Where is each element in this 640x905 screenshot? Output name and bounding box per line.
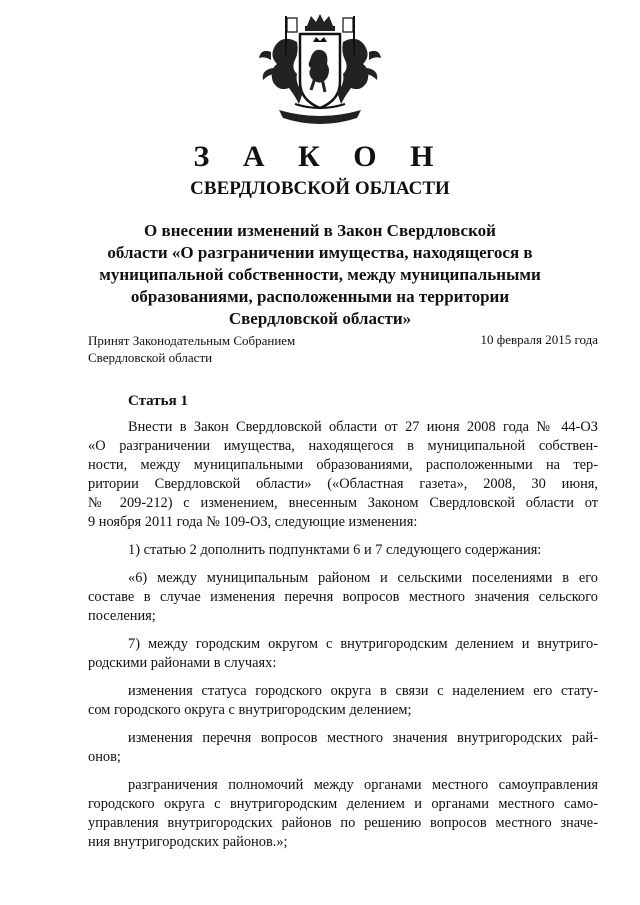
text-line: сом городского округа с внутригородским делением; <box>88 702 412 718</box>
text-line: ния внутригородских районов.»; <box>88 834 288 850</box>
adoption-date: 10 февраля 2015 года <box>480 332 598 347</box>
text-line: поселения; <box>88 608 156 624</box>
law-name-line: муниципальной собственности, между муниципальными <box>99 265 541 284</box>
text-line: Внести в Закон Свердловской области от 27 июня 2008 года № 44-ОЗ <box>128 419 598 435</box>
law-name-line: области «О разграничении имущества, находящегося в <box>107 243 533 262</box>
coat-of-arms-emblem <box>255 12 385 132</box>
law-name-line: О внесении изменений в Закон Свердловской <box>144 221 496 240</box>
document-subtitle: СВЕРДЛОВСКОЙ ОБЛАСТИ <box>190 178 450 199</box>
text-line: управления внутригородских районов по решению вопросов местного значе- <box>88 815 598 831</box>
adoption-body <box>88 332 295 366</box>
article-heading: Статья 1 <box>128 393 188 409</box>
text-line: 7) между городским округом с внутригородским делением и внутриго- <box>128 636 598 652</box>
text-line: онов; <box>88 749 121 765</box>
text-line: родскими районами в случаях: <box>88 655 277 671</box>
paragraph <box>88 418 598 532</box>
text-line: изменения перечня вопросов местного значения внутригородских рай- <box>128 730 598 746</box>
document-title: З А К О Н <box>193 140 447 173</box>
text-line: разграничения полномочий между органами местного самоуправления <box>128 777 598 793</box>
law-name-line: образованиями, расположенными на территории <box>130 287 510 306</box>
paragraph <box>88 635 598 673</box>
text-line: № 209-212) с изменением, внесенным Законом Свердловской области от <box>88 495 598 511</box>
adoption-line: Свердловской области <box>88 350 213 365</box>
paragraph <box>88 776 598 852</box>
article-body <box>88 418 598 852</box>
paragraph <box>88 729 598 767</box>
paragraph <box>88 569 598 626</box>
law-name-line: Свердловской области» <box>228 309 412 328</box>
text-line: «6) между муниципальным районом и сельскими поселениями в его <box>128 570 598 586</box>
paragraph <box>88 541 598 560</box>
text-line: изменения статуса городского округа в связи с наделением его стату- <box>128 683 598 699</box>
adoption-line: Принят Законодательным Собранием <box>88 333 296 348</box>
paragraph <box>88 682 598 720</box>
law-name <box>80 220 560 330</box>
text-line: 9 ноября 2011 года № 109-ОЗ, следующие изменения: <box>88 514 418 530</box>
text-line: 1) статью 2 дополнить подпунктами 6 и 7 следующего содержания: <box>128 542 542 558</box>
text-line: ности, между муниципальными образованиями, расположенными на тер- <box>88 457 598 473</box>
text-line: составе в случае изменения перечня вопросов местного значения сельского <box>88 589 598 605</box>
text-line: «О разграничении имущества, находящегося в муниципальной собствен- <box>88 438 598 454</box>
text-line: городского округа с внутригородским делением и органами местного само- <box>88 796 598 812</box>
text-line: ритории Свердловской области» («Областная газета», 2008, 30 июня, <box>88 476 598 492</box>
